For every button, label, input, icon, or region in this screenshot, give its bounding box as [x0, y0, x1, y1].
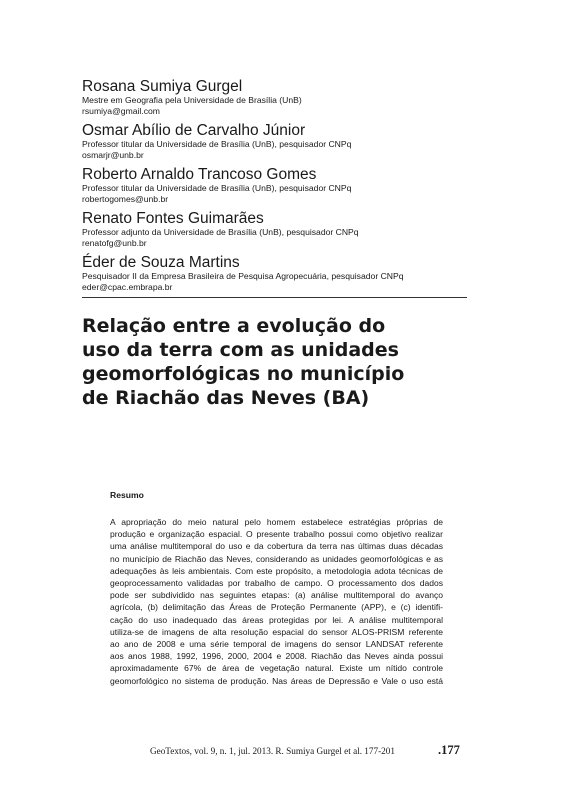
author-email: rsumiya@gmail.com: [82, 106, 160, 116]
title-line: uso da terra com as unidades: [82, 339, 399, 361]
author-block: [82, 210, 472, 249]
title-line: geomorfológicas no município: [82, 363, 405, 385]
author-email: osmarjr@unb.br: [82, 150, 144, 160]
author-name: Éder de Souza Martins: [82, 254, 240, 271]
abstract-body: [110, 516, 443, 687]
abstract-line: aproximadamente 67% de área de vegetação natural. Existe um nítido controle: [110, 663, 443, 674]
author-name: Renato Fontes Guimarães: [82, 210, 264, 227]
footer-citation: GeoTextos, vol. 9, n. 1, jul. 2013. R. Sumiya Gurgel et al. 177-201: [150, 746, 395, 756]
author-block: [82, 122, 472, 161]
author-block: [82, 166, 472, 205]
abstract-line: utiliza-se de imagens de alta resolução espacial do sensor ALOS-PRISM referente: [110, 626, 443, 637]
abstract-line: aos anos 1988, 1992, 1996, 2000, 2004 e 2008. Riachão das Neves ainda possui: [110, 651, 443, 662]
author-name: Roberto Arnaldo Trancoso Gomes: [82, 166, 317, 183]
author-email: robertogomes@unb.br: [82, 194, 169, 204]
abstract-line: uma análise multitemporal do uso e da cobertura da terra nas últimas duas décadas: [110, 541, 443, 552]
author-email: eder@cpac.embrapa.br: [82, 282, 173, 292]
author-block: [82, 254, 472, 293]
abstract-line: adequações às leis ambientais. Com este propósito, a metodologia adota técnicas de: [110, 565, 443, 576]
author-block: [82, 78, 472, 117]
author-affiliation: Professor titular da Universidade de Brasília (UnB), pesquisador CNPq: [82, 183, 352, 193]
page-number: .177: [438, 743, 460, 757]
article-title: [82, 314, 442, 410]
author-name: Osmar Abílio de Carvalho Júnior: [82, 122, 306, 139]
abstract-line: produção e organização espacial. O presente trabalho possui como objetivo realizar: [110, 529, 443, 540]
title-line: Relação entre a evolução do: [82, 315, 386, 337]
abstract-line: geoprocessamento validadas por trabalho de campo. O processamento dos dados: [110, 578, 443, 589]
title-line: de Riachão das Neves (BA): [82, 387, 370, 409]
abstract-line: pode ser subdividido nas seguintes etapas: (a) análise multitemporal do avanço: [110, 590, 443, 601]
abstract-line: no município de Riachão das Neves, considerando as unidades geomorfológicas e as: [110, 553, 443, 564]
abstract-line: ao ano de 2008 e uma série temporal de imagens do sensor LANDSAT referente: [110, 639, 443, 650]
abstract-line: cação do uso inadequado das áreas protegidas por lei. A análise multitemporal: [110, 614, 443, 625]
author-email: renatofg@unb.br: [82, 238, 147, 248]
author-affiliation: Professor adjunto da Universidade de Brasília (UnB), pesquisador CNPq: [82, 227, 359, 237]
author-affiliation: Pesquisador II da Empresa Brasileira de Pesquisa Agropecuária, pesquisador CNPq: [82, 271, 404, 281]
abstract-line: A apropriação do meio natural pelo homem estabelece estratégias próprias de: [110, 517, 443, 527]
author-list: [82, 78, 472, 298]
author-name: Rosana Sumiya Gurgel: [82, 78, 243, 95]
author-affiliation: Mestre em Geografia pela Universidade de Brasília (UnB): [82, 95, 302, 105]
header-divider: [82, 297, 467, 298]
abstract-line: agrícola, (b) delimitação das Áreas de Proteção Permanente (APP), e (c) identifi-: [110, 602, 443, 613]
author-affiliation: Professor titular da Universidade de Brasília (UnB), pesquisador CNPq: [82, 139, 352, 149]
abstract-heading: Resumo: [110, 490, 144, 500]
abstract-line: geomorfológico no sistema de produção. Nas áreas de Depressão e Vale o uso está: [110, 675, 443, 686]
